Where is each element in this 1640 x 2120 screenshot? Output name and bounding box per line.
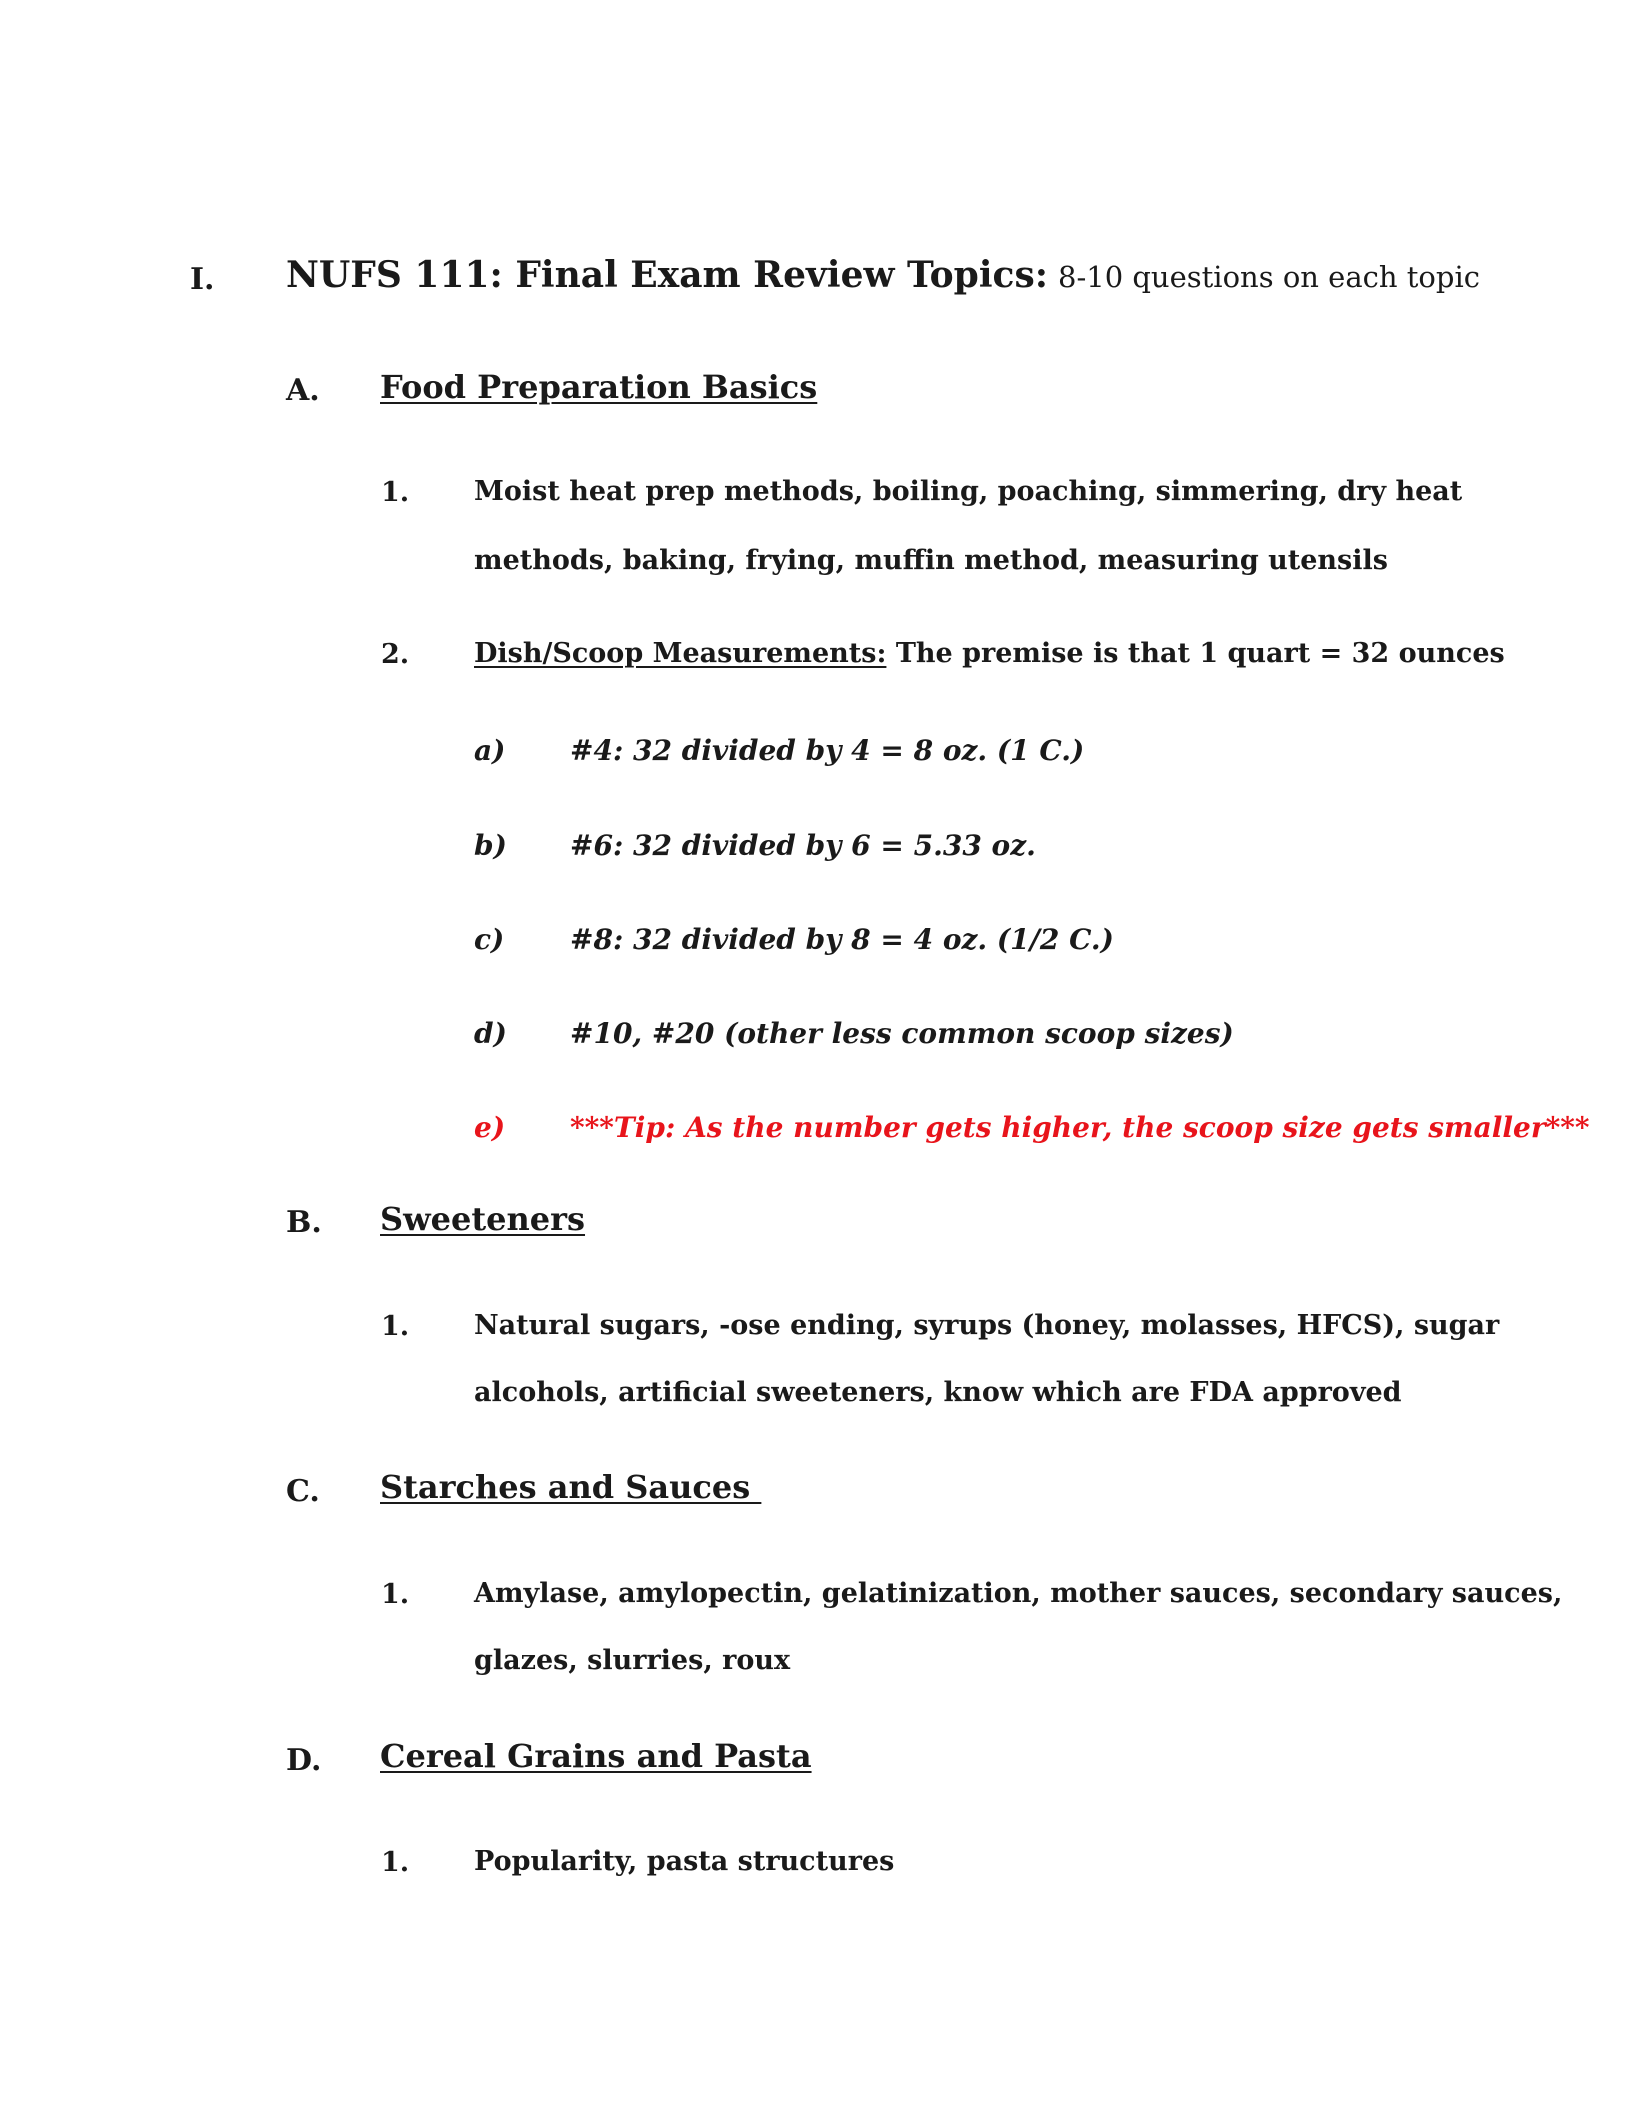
- subitem-c-letter: c): [474, 923, 505, 956]
- section-a-item-1-line-1: Moist heat prep methods, boiling, poaching, simmering, dry heat: [474, 476, 1463, 507]
- section-c-item-1-line-2: glazes, slurries, roux: [474, 1645, 791, 1676]
- section-b-item-1-line-2: alcohols, artificial sweeteners, know which are FDA approved: [474, 1377, 1402, 1408]
- section-c-item-1-line-1: Amylase, amylopectin, gelatinization, mother sauces, secondary sauces,: [474, 1578, 1563, 1609]
- section-d-title: Cereal Grains and Pasta: [380, 1737, 812, 1775]
- section-b-title: Sweeteners: [380, 1200, 586, 1238]
- section-b-item-1-number: 1.: [381, 1311, 410, 1342]
- subitem-d-text: #10, #20 (other less common scoop sizes): [570, 1017, 1234, 1050]
- subitem-e-tip-text: ***Tip: As the number gets higher, the scoop size gets smaller***: [570, 1111, 1590, 1144]
- section-a-title: Food Preparation Basics: [380, 368, 818, 406]
- page-title-text: NUFS 111: Final Exam Review Topics:: [286, 254, 1048, 296]
- section-a-letter: A.: [286, 373, 320, 408]
- section-d-item-1-number: 1.: [381, 1847, 410, 1878]
- subitem-a-letter: a): [474, 734, 506, 767]
- subitem-e-letter: e): [474, 1111, 506, 1144]
- section-a-item-1-number: 1.: [381, 477, 410, 508]
- section-c-item-1-number: 1.: [381, 1579, 410, 1610]
- section-a-item-1-line-2: methods, baking, frying, muffin method, measuring utensils: [474, 545, 1388, 576]
- subitem-d-letter: d): [474, 1017, 507, 1050]
- subitem-b-letter: b): [474, 829, 507, 862]
- section-a-item-2-text: [474, 638, 1505, 669]
- section-a-item-2-label: Dish/Scoop Measurements:: [474, 638, 887, 669]
- section-c-title: Starches and Sauces: [380, 1468, 762, 1506]
- section-a-item-2-body: The premise is that 1 quart = 32 ounces: [886, 638, 1505, 669]
- page-title: [286, 254, 1480, 296]
- subitem-a-text: #4: 32 divided by 4 = 8 oz. (1 C.): [570, 734, 1085, 767]
- page-subtitle: 8-10 questions on each topic: [1058, 260, 1480, 294]
- section-a-item-2-number: 2.: [381, 639, 410, 670]
- section-d-letter: D.: [286, 1743, 322, 1778]
- heading-numeral: I.: [190, 262, 215, 297]
- subitem-c-text: #8: 32 divided by 8 = 4 oz. (1/2 C.): [570, 923, 1114, 956]
- section-b-letter: B.: [286, 1205, 322, 1240]
- section-c-letter: C.: [286, 1474, 320, 1509]
- subitem-b-text: #6: 32 divided by 6 = 5.33 oz.: [570, 829, 1036, 862]
- section-b-item-1-line-1: Natural sugars, -ose ending, syrups (honey, molasses, HFCS), sugar: [474, 1310, 1500, 1341]
- section-d-item-1-line-1: Popularity, pasta structures: [474, 1846, 895, 1877]
